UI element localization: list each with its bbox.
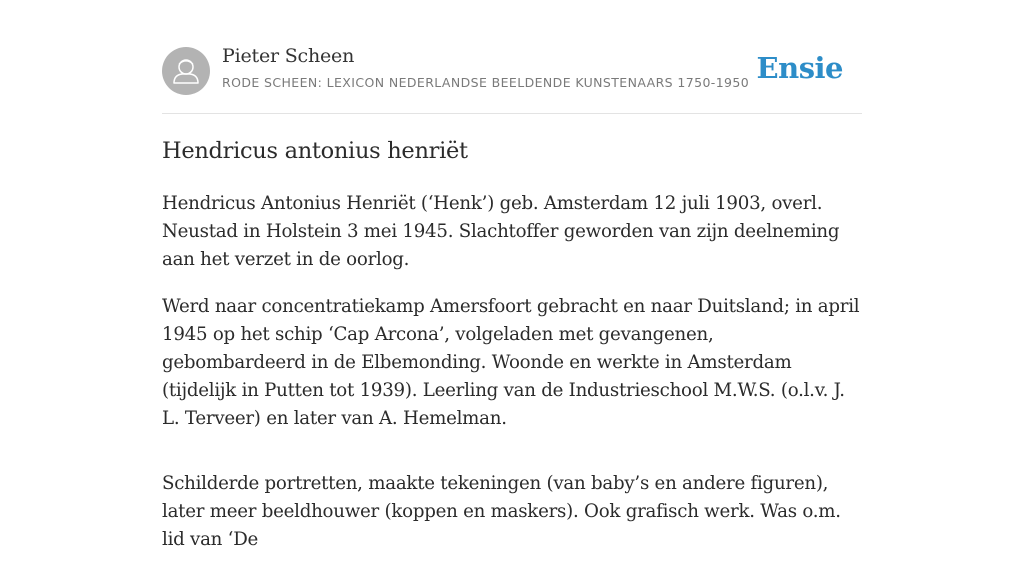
paragraph: Schilderde portretten, maakte tekeningen (van baby’s en andere figuren), later meer beeldhouwer (koppen en maskers). Ook grafisch werk. Was o.m. lid van ‘De [162, 473, 841, 550]
paragraph: Werd naar concentratiekamp Amersfoort gebracht en naar Duitsland; in april 1945 op het schip ‘Cap Arcona’, volgeladen met gevangenen, gebombardeerd in de Elbemonding. Woonde en werkte in Amsterdam (tijdelijk in Putten tot 1939). Leerling van de Industrieschool M.W.S. (o.l.v. J. L. Terveer) en later van A. Hemelman. [162, 296, 860, 429]
article-header [162, 0, 862, 114]
paragraph: Hendricus Antonius Henriët (‘Henk’) geb. Amsterdam 12 juli 1903, overl. Neustad in Holstein 3 mei 1945. Slachtoffer geworden van zijn deelneming aan het verzet in de oorlog. [162, 193, 840, 270]
ensie-logo[interactable]: Ensie [756, 51, 843, 85]
article-body [162, 190, 862, 573]
user-icon [162, 47, 210, 95]
author-avatar[interactable] [162, 47, 210, 95]
article-container [162, 0, 862, 550]
page-title: Hendricus antonius henriët [162, 138, 468, 164]
source-title[interactable]: RODE SCHEEN: LEXICON NEDERLANDSE BEELDENDE KUNSTENAARS 1750-1950 [222, 75, 750, 90]
author-name[interactable]: Pieter Scheen [222, 45, 355, 67]
